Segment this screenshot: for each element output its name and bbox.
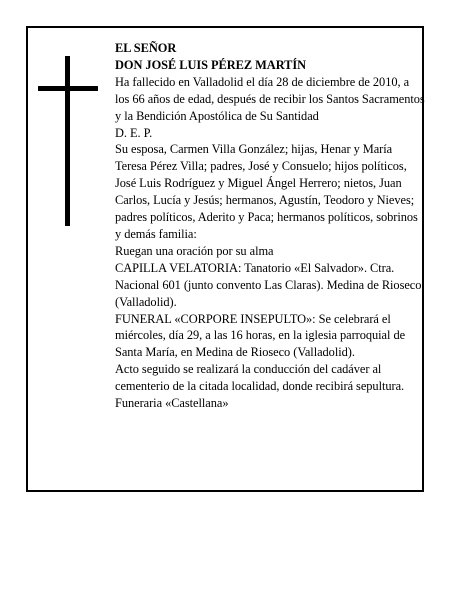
cross-icon [38, 56, 98, 226]
obituary-notice [26, 26, 424, 492]
obituary-title: EL SEÑOR [115, 41, 177, 55]
chapel-info: CAPILLA VELATORIA: Tanatorio «El Salvador». Ctra. Nacional 601 (junto convento Las Claras). Medina de Rioseco (Valladolid). [115, 260, 422, 309]
prayer-request: Ruegan una oración por su alma [115, 243, 274, 258]
cross-horizontal-bar [38, 86, 98, 91]
obituary-text [115, 40, 425, 412]
deceased-name: DON JOSÉ LUIS PÉREZ MARTÍN [115, 57, 307, 72]
cross-vertical-bar [65, 56, 70, 226]
funeral-home: Funeraria «Castellana» [115, 396, 229, 411]
burial-info: Acto seguido se realizará la conducción del cadáver al cementerio de la citada localidad, donde recibirá sepultura. [115, 362, 405, 394]
funeral-info: FUNERAL «CORPORE INSEPULTO»: Se celebrará el miércoles, día 29, a las 16 horas, en la iglesia parroquial de Santa María, en Medina de Rioseco (Valladolid). [115, 311, 406, 360]
death-announcement: Ha fallecido en Valladolid el día 28 de diciembre de 2010, a los 66 años de edad, después de recibir los Santos Sacramentos y la Bendición Apostólica de Su Santidad [115, 74, 425, 123]
family-list: Su esposa, Carmen Villa González; hijas, Henar y María Teresa Pérez Villa; padres, José y Consuelo; hijos políticos, José Luis Rodríguez y Miguel Ángel Herrero; nietos, Juan Carlos, Lucía y Jesús; hermanos, Agustín, Teodoro y Nieves; padres políticos, Aderito y Paca; hermanos políticos, sobrinos y demás familia: [115, 142, 418, 241]
rest-in-peace: D. E. P. [115, 125, 153, 140]
